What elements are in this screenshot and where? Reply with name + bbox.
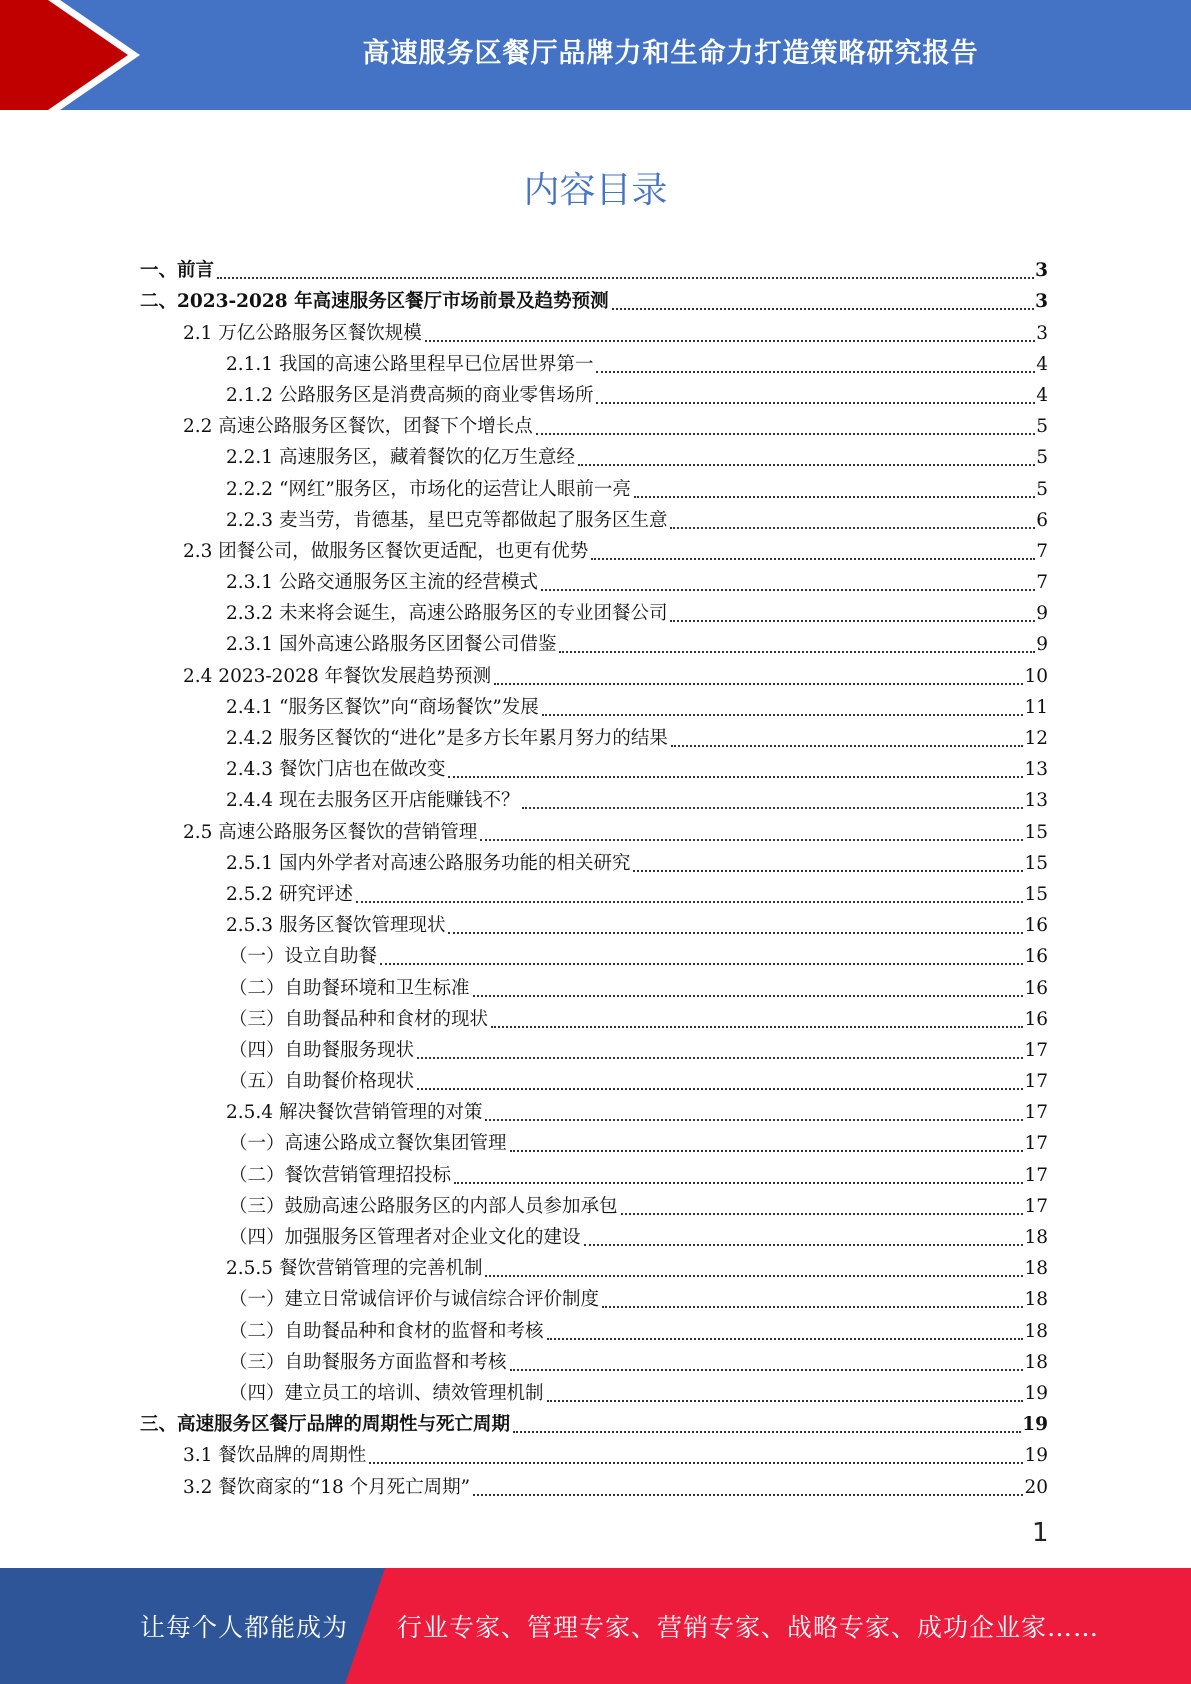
toc-entry[interactable] (140, 721, 1048, 752)
toc-entry-page: 17 (1024, 1039, 1048, 1061)
toc-entry-page: 7 (1036, 540, 1048, 562)
toc-entry-page: 5 (1036, 478, 1048, 500)
toc-dot-leader (510, 1368, 1024, 1371)
toc-entry-title: 3.2 餐饮商家的“18 个月死亡周期” (183, 1476, 471, 1498)
toc-entry[interactable] (140, 378, 1048, 409)
toc-entry-title: 2.3.2 未来将会诞生，高速公路服务区的专业团餐公司 (226, 603, 668, 625)
toc-dot-leader (485, 1118, 1023, 1121)
toc-entry[interactable] (140, 253, 1048, 284)
toc-entry-page: 17 (1024, 1164, 1048, 1186)
toc-entry-title: 2.5.4 解决餐饮营销管理的对策 (226, 1102, 483, 1124)
toc-entry-title: 2.3.1 国外高速公路服务区团餐公司借鉴 (226, 634, 557, 656)
toc-entry-page: 19 (1024, 1445, 1048, 1467)
toc-entry-page: 20 (1024, 1476, 1048, 1498)
toc-entry[interactable] (140, 970, 1048, 1001)
toc-dot-leader (634, 495, 1035, 498)
toc-entry-title: 2.5.5 餐饮营销管理的完善机制 (226, 1258, 483, 1280)
toc-entry-title: 2.5 高速公路服务区餐饮的营销管理 (183, 821, 478, 843)
toc-entry[interactable] (140, 1189, 1048, 1220)
table-of-contents (140, 253, 1048, 1501)
toc-entry-title: 2.1.1 我国的高速公路里程早已位居世界第一 (226, 353, 594, 375)
footer-slogan-right: 行业专家、管理专家、营销专家、战略专家、成功企业家…… (397, 1613, 1100, 1642)
toc-entry[interactable] (140, 877, 1048, 908)
toc-entry-title: 2.5.3 服务区餐饮管理现状 (226, 915, 446, 937)
toc-entry-page: 15 (1024, 852, 1048, 874)
toc-dot-leader (356, 900, 1024, 903)
toc-entry-title: 一、前言 (140, 260, 215, 282)
toc-dot-leader (671, 744, 1024, 747)
toc-entry-title: 2.5.2 研究评述 (226, 883, 353, 905)
toc-entry-title: 2.3 团餐公司，做服务区餐饮更适配，也更有优势 (183, 540, 589, 562)
toc-entry[interactable] (140, 939, 1048, 970)
toc-entry[interactable] (140, 1251, 1048, 1282)
toc-dot-leader (513, 1430, 1021, 1433)
chevron-red-fill (0, 0, 128, 110)
toc-entry[interactable] (140, 690, 1048, 721)
toc-entry-title: （三）自助餐服务方面监督和考核 (229, 1351, 507, 1373)
toc-entry-page: 4 (1036, 353, 1048, 375)
toc-entry-page: 16 (1024, 1008, 1048, 1030)
toc-entry[interactable] (140, 440, 1048, 471)
toc-entry-page: 9 (1036, 634, 1048, 656)
toc-dot-leader (602, 1305, 1023, 1308)
toc-entry-page: 7 (1036, 572, 1048, 594)
toc-entry-page: 18 (1024, 1227, 1048, 1248)
toc-entry[interactable] (140, 1376, 1048, 1407)
toc-dot-leader (417, 1056, 1023, 1059)
toc-entry-title: （三）自助餐品种和食材的现状 (229, 1008, 489, 1030)
toc-dot-leader (633, 869, 1023, 872)
report-title: 高速服务区餐厅品牌力和生命力打造策略研究报告 (362, 37, 979, 69)
toc-entry-title: （一）建立日常诚信评价与诚信综合评价制度 (229, 1289, 600, 1311)
toc-entry-page: 18 (1024, 1289, 1048, 1311)
toc-entry-title: 2.1.2 公路服务区是消费高频的商业零售场所 (226, 384, 594, 406)
toc-entry-page: 11 (1024, 696, 1048, 718)
toc-entry[interactable] (140, 596, 1048, 627)
toc-entry[interactable] (140, 908, 1048, 939)
toc-entry-title: （二）自助餐环境和卫生标准 (229, 977, 470, 999)
toc-entry[interactable] (140, 1033, 1048, 1064)
toc-dot-leader (547, 1399, 1024, 1402)
toc-entry-page: 5 (1036, 416, 1048, 438)
toc-entry-page: 16 (1024, 946, 1048, 968)
toc-dot-leader (448, 931, 1023, 934)
toc-entry[interactable] (140, 1345, 1048, 1376)
toc-entry-page: 18 (1024, 1320, 1048, 1342)
toc-entry-title: 2.4.4 现在去服务区开店能赚钱不？ (226, 790, 520, 812)
toc-entry[interactable] (140, 565, 1048, 596)
toc-entry-page: 13 (1024, 759, 1048, 781)
toc-entry-title: 2.1 万亿公路服务区餐饮规模 (183, 322, 422, 344)
toc-entry-page: 12 (1024, 728, 1048, 749)
toc-dot-leader (559, 650, 1035, 653)
toc-entry-title: 2.2.1 高速服务区，藏着餐饮的亿万生意经 (226, 447, 575, 469)
toc-dot-leader (380, 962, 1023, 965)
toc-entry-title: 二、2023-2028 年高速服务区餐厅市场前景及趋势预测 (140, 291, 609, 313)
toc-dot-leader (670, 619, 1035, 622)
toc-dot-leader (510, 1149, 1024, 1152)
toc-dot-leader (541, 588, 1035, 591)
toc-entry[interactable] (140, 1157, 1048, 1188)
toc-dot-leader (578, 463, 1035, 466)
toc-entry-title: （一）高速公路成立餐饮集团管理 (229, 1133, 507, 1155)
toc-entry-page: 17 (1024, 1195, 1048, 1217)
toc-entry-title: 2.3.1 公路交通服务区主流的经营模式 (226, 572, 538, 594)
toc-dot-leader (494, 682, 1023, 685)
toc-entry-title: 2.4.3 餐饮门店也在做改变 (226, 759, 446, 781)
toc-entry[interactable] (140, 471, 1048, 502)
toc-entry[interactable] (140, 627, 1048, 658)
toc-entry-page: 15 (1024, 883, 1048, 905)
toc-dot-leader (485, 1274, 1023, 1277)
toc-entry[interactable] (140, 503, 1048, 534)
toc-dot-leader (425, 339, 1035, 342)
toc-entry[interactable] (140, 1002, 1048, 1033)
toc-dot-leader (670, 526, 1035, 529)
toc-entry[interactable] (140, 1313, 1048, 1344)
toc-entry-title: （四）自助餐服务现状 (229, 1039, 415, 1061)
toc-entry-page: 6 (1036, 509, 1048, 531)
toc-entry[interactable] (140, 409, 1048, 440)
toc-entry-title: 2.2.3 麦当劳，肯德基，星巴克等都做起了服务区生意 (226, 509, 668, 531)
toc-dot-leader (536, 432, 1035, 435)
toc-entry[interactable] (140, 783, 1048, 814)
page-header (0, 0, 1191, 110)
toc-entry-page: 16 (1024, 977, 1048, 999)
toc-entry-page: 9 (1036, 603, 1048, 625)
page-footer (0, 1568, 1191, 1684)
toc-dot-leader (542, 713, 1024, 716)
toc-entry-page: 15 (1024, 821, 1048, 843)
toc-entry-title: 2.2 高速公路服务区餐饮，团餐下个增长点 (183, 416, 533, 438)
toc-entry-title: 2.4.1 “服务区餐饮”向“商场餐饮”发展 (226, 696, 539, 718)
toc-entry[interactable] (140, 752, 1048, 783)
toc-dot-leader (547, 1337, 1024, 1340)
toc-dot-leader (621, 1212, 1024, 1215)
toc-entry-page: 19 (1022, 1414, 1048, 1436)
toc-entry[interactable] (140, 1095, 1048, 1126)
toc-entry[interactable] (140, 315, 1048, 346)
toc-entry-title: 2.4 2023-2028 年餐饮发展趋势预测 (183, 665, 492, 687)
toc-entry-title: 2.2.2 “网红”服务区，市场化的运营让人眼前一亮 (226, 478, 631, 500)
toc-entry[interactable] (140, 1126, 1048, 1157)
toc-entry-page: 3 (1035, 291, 1048, 313)
toc-entry[interactable] (140, 1220, 1048, 1251)
toc-dot-leader (596, 370, 1035, 373)
toc-entry-page: 10 (1024, 665, 1048, 687)
toc-entry-title: （二）自助餐品种和食材的监督和考核 (229, 1320, 544, 1342)
toc-entry[interactable] (140, 1407, 1048, 1438)
toc-dot-leader (454, 1181, 1023, 1184)
toc-entry-title: （四）加强服务区管理者对企业文化的建设 (229, 1227, 581, 1248)
toc-dot-leader (217, 276, 1034, 279)
toc-dot-leader (584, 1243, 1024, 1246)
toc-dot-leader (480, 838, 1023, 841)
toc-entry[interactable] (140, 846, 1048, 877)
toc-entry[interactable] (140, 1282, 1048, 1313)
toc-dot-leader (591, 557, 1035, 560)
toc-entry-page: 16 (1024, 915, 1048, 937)
toc-entry-title: 2.4.2 服务区餐饮的“进化”是多方长年累月努力的结果 (226, 728, 668, 749)
toc-dot-leader (448, 775, 1023, 778)
toc-entry-page: 13 (1024, 790, 1048, 812)
toc-dot-leader (369, 1461, 1023, 1464)
toc-entry-page: 17 (1024, 1071, 1048, 1093)
toc-entry-title: （五）自助餐价格现状 (229, 1071, 415, 1093)
toc-entry-title: （二）餐饮营销管理招投标 (229, 1164, 452, 1186)
chevron-red-edge (0, 0, 14, 110)
toc-entry-title: 3.1 餐饮品牌的周期性 (183, 1445, 367, 1467)
toc-dot-leader (612, 307, 1035, 310)
toc-entry[interactable] (140, 1469, 1048, 1500)
toc-entry-title: 三、高速服务区餐厅品牌的周期性与死亡周期 (140, 1414, 511, 1436)
toc-entry-title: 2.5.1 国内外学者对高速公路服务功能的相关研究 (226, 852, 631, 874)
toc-entry[interactable] (140, 347, 1048, 378)
header-chevron-decoration (0, 0, 160, 110)
toc-entry[interactable] (140, 814, 1048, 845)
toc-entry-page: 18 (1024, 1258, 1048, 1280)
footer-slogan-left: 让每个人都能成为 (140, 1613, 349, 1642)
toc-entry[interactable] (140, 658, 1048, 689)
toc-dot-leader (596, 401, 1035, 404)
toc-entry-page: 4 (1036, 384, 1048, 406)
toc-entry[interactable] (140, 1064, 1048, 1095)
toc-dot-leader (522, 806, 1023, 809)
toc-entry-page: 17 (1024, 1133, 1048, 1155)
toc-entry-title: （三）鼓励高速公路服务区的内部人员参加承包 (229, 1195, 618, 1217)
toc-entry-page: 5 (1036, 447, 1048, 469)
toc-entry[interactable] (140, 284, 1048, 315)
toc-entry-page: 19 (1024, 1382, 1048, 1404)
toc-entry[interactable] (140, 534, 1048, 565)
toc-heading: 内容目录 (523, 170, 668, 211)
toc-entry-title: （四）建立员工的培训、绩效管理机制 (229, 1382, 544, 1404)
page-number: 1 (1032, 1518, 1049, 1548)
toc-dot-leader (417, 1087, 1023, 1090)
toc-entry-page: 3 (1035, 260, 1048, 282)
toc-entry-page: 18 (1024, 1351, 1048, 1373)
toc-entry-page: 3 (1036, 322, 1048, 344)
toc-entry-title: （一）设立自助餐 (229, 946, 378, 968)
toc-entry[interactable] (140, 1438, 1048, 1469)
toc-entry-page: 17 (1024, 1102, 1048, 1124)
toc-dot-leader (473, 994, 1024, 997)
toc-dot-leader (491, 1025, 1023, 1028)
toc-dot-leader (473, 1493, 1023, 1496)
